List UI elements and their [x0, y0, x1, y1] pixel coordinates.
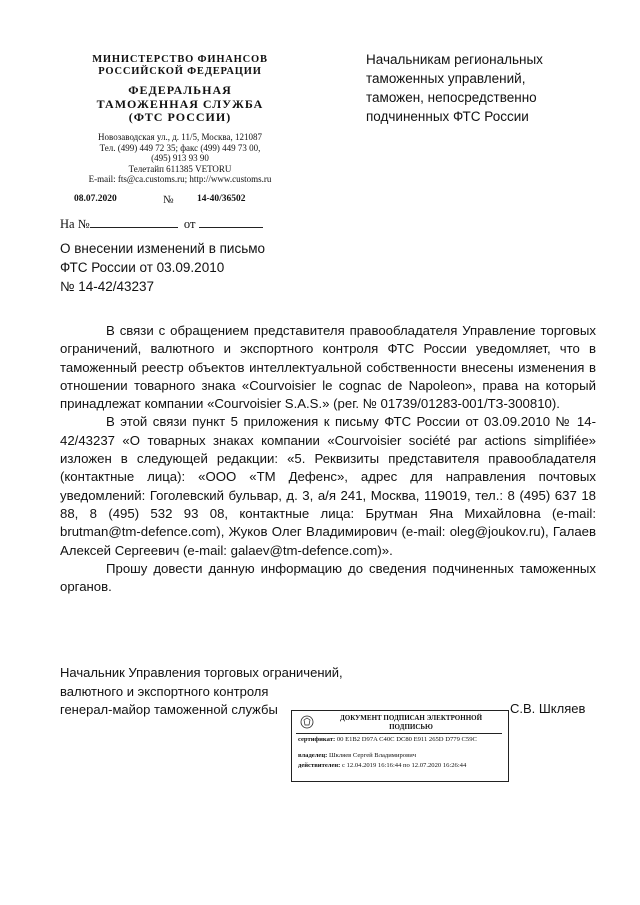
body-paragraph-3: Прошу довести данную информацию до сведения подчиненных таможенных органов.	[60, 560, 596, 595]
certificate-value: 00 E1B2 D97A C40C DC80 E911 265D D779 C59C	[336, 736, 477, 743]
ministry-line-1: МИНИСТЕРСТВО ФИНАНСОВ	[92, 54, 268, 65]
on-no-blank	[90, 216, 178, 228]
addressee-line-2: таможенных управлений,	[366, 71, 526, 86]
body-paragraph-2: В этой связи пункт 5 приложения к письму ФТС России от 03.09.2010 № 14-42/43237 «О товарных знаках компании «Courvoisier société par actions simplifiée» изложен в следующей редакции: «5. Реквизиты представителя правообладателя (контактные лица): «ООО «ТМ Дефенс», адрес для направления почтовых уведомлений: Гоголевский бульвар, д. 3, а/я 241, Москва, 119019, тел.: 8 (495) 637 18 88, 8 (495) 532 93 08, контактные лица: Брутман Яна Михайловна (e-mail: brutman@tm-defence.com), Жуков Олег Владимирович (e-mail: oleg@joukov.ru), Галаев Алексей Сергеевич (e-mail: galaev@tm-defence.com)».	[60, 414, 596, 558]
addressee	[366, 50, 596, 126]
signatory-name: С.В. Шкляев	[510, 701, 586, 716]
body-paragraph-1: В связи с обращением представителя правообладателя Управление торговых ограничений, валютного и экспортного контроля ФТС России уведомляет, что в таможенный реестр объектов интеллектуальной собственности внесены изменения в отношении товарного знака «Courvoisier le cognac de Napoleon», права на который принадлежат компании «Courvoisier S.A.S.» (рег. № 01739/01283-001/ТЗ-300810).	[60, 323, 596, 412]
letter-subject	[60, 239, 320, 296]
stamp-title-line-2: ПОДПИСЬЮ	[389, 722, 433, 731]
owner-value: Шкляев Сергей Владимирович	[329, 752, 417, 759]
service-line-2: ТАМОЖЕННАЯ СЛУЖБА	[96, 96, 264, 111]
ministry-name	[60, 54, 300, 78]
teletype-line: Телетайп 611385 VETORU	[128, 163, 232, 174]
from-blank	[199, 216, 263, 228]
owner-row	[298, 752, 504, 760]
signatory-line-2: валютного и экспортного контроля	[60, 683, 269, 699]
validity-row	[298, 762, 504, 770]
subject-line-2: ФТС России от 03.09.2010	[60, 260, 225, 275]
letter-body	[60, 322, 596, 596]
number-sign: №	[163, 194, 174, 206]
signatory-line-1: Начальник Управления торговых ограничений,	[60, 665, 343, 680]
subject-line-3: № 14-42/43237	[60, 279, 155, 294]
certificate-label: сертификат:	[298, 736, 336, 743]
on-no-label: На №	[60, 217, 90, 231]
contact-details	[60, 132, 300, 185]
addressee-line-4: подчиненных ФТС России	[366, 109, 529, 124]
reference-line	[60, 216, 263, 232]
stamp-title-line-1: ДОКУМЕНТ ПОДПИСАН ЭЛЕКТРОННОЙ	[339, 714, 483, 722]
registration-number: 14-40/36502	[197, 194, 246, 204]
phone-line: Тел. (499) 449 72 35; факс (499) 449 73 00,	[99, 142, 261, 153]
from-label: от	[183, 217, 196, 231]
emblem-icon	[300, 715, 314, 729]
validity-value: с 12.04.2019 16:16:44 по 12.07.2020 16:26:44	[342, 762, 467, 769]
address-line: Новозаводская ул., д. 11/5, Москва, 121087	[98, 132, 262, 142]
ministry-line-2: РОССИЙСКОЙ ФЕДЕРАЦИИ	[98, 66, 262, 77]
addressee-line-3: таможен, непосредственно	[366, 90, 537, 105]
certificate-row	[298, 736, 504, 744]
subject-line-1: О внесении изменений в письмо	[60, 241, 266, 256]
service-name	[60, 84, 300, 125]
signatory-line-3: генерал-майор таможенной службы	[60, 702, 278, 717]
registration-date: 08.07.2020	[74, 194, 117, 204]
addressee-line-1: Начальникам региональных	[366, 52, 543, 67]
email-line: E-mail: fts@ca.customs.ru; http://www.customs.ru	[88, 174, 272, 184]
stamp-title	[318, 714, 504, 731]
phone-line-2: (495) 913 93 90	[151, 153, 209, 163]
electronic-signature-stamp	[291, 710, 509, 782]
service-line-3: (ФТС РОССИИ)	[128, 110, 232, 124]
service-line-1: ФЕДЕРАЛЬНАЯ	[128, 83, 232, 97]
owner-label: владелец:	[298, 752, 328, 759]
stamp-divider	[296, 733, 502, 734]
validity-label: действителен:	[298, 762, 341, 769]
